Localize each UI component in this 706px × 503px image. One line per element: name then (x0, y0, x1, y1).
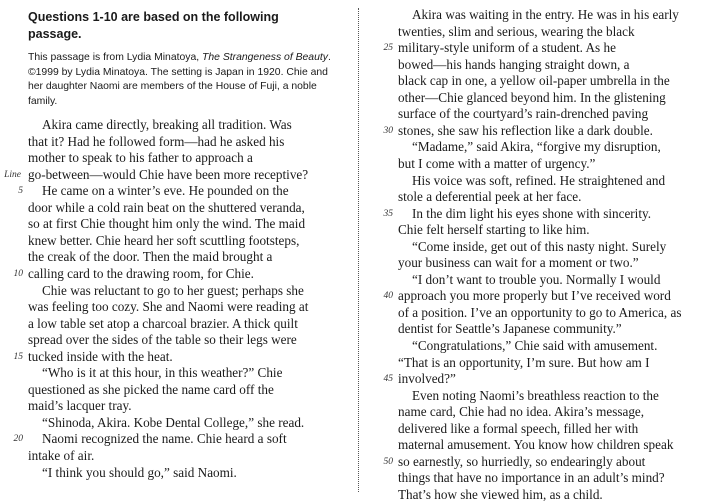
passage-line: “I don’t want to trouble you. Normally I would (412, 271, 661, 287)
passage-line: was feeling too cozy. She and Naomi were reading at (28, 299, 309, 315)
line-number: 40 (383, 291, 393, 302)
passage-line: so earnestly, so hurriedly, so endearingly about (398, 453, 646, 469)
passage-line: twenties, slim and serious, wearing the black (398, 23, 635, 39)
passage-line: but I come with a matter of urgency.” (398, 155, 596, 171)
passage-line: other—Chie glanced beyond him. In the glistening (398, 89, 666, 105)
passage-line: bowed—his hands hanging straight down, a (398, 56, 630, 72)
passage-line: black cap in one, a yellow oil-paper umbrella in the (398, 73, 670, 89)
passage-line: stones, she saw his reflection like a dark double. (398, 122, 653, 138)
passage-line: “Shinoda, Akira. Kobe Dental College,” she read. (42, 414, 305, 430)
passage-line: Akira was waiting in the entry. He was in his early (412, 7, 679, 22)
passage-intro (28, 51, 333, 109)
passage-line: things that have no importance in an adult’s mind? (398, 470, 665, 486)
passage-line: “Congratulations,” Chie said with amusement. (412, 338, 658, 353)
passage-line: your business can wait for a moment or two.” (398, 255, 639, 271)
passage-line: His voice was soft, refined. He straightened and (412, 172, 666, 188)
line-number: 10 (13, 268, 23, 279)
line-number: 25 (383, 43, 393, 54)
passage-line: mother to speak to his father to approach a (28, 150, 253, 166)
passage-line: “Madame,” said Akira, “forgive my disruption, (412, 139, 661, 155)
intro-text-1: This passage is from Lydia Minatoya, (28, 52, 203, 63)
passage-line: In the dim light his eyes shone with sincerity. (412, 205, 652, 221)
passage-line: spread over the sides of the table so their legs were (28, 332, 297, 348)
passage-line: “Come inside, get out of this nasty night. Surely (412, 238, 667, 254)
passage-line: go-between—would Chie have been more receptive? (28, 166, 309, 182)
line-number: 30 (383, 125, 393, 136)
passage-line: questioned as she picked the name card off the (28, 381, 274, 397)
passage-line: dentist for Seattle’s Japanese community.” (398, 321, 622, 337)
passage-line: surface of the courtyard’s rain-drenched paving (398, 106, 649, 122)
passage-line: “I think you should go,” said Naomi. (42, 464, 237, 480)
passage-line: name card, Chie had no idea. Akira’s message, (398, 404, 645, 420)
passage-line: maternal amusement. You know how children speak (398, 437, 674, 453)
passage-line: That’s how she viewed him, as a child. (398, 486, 603, 502)
line-number: 15 (13, 351, 23, 362)
line-number: 50 (383, 456, 393, 467)
line-number: 20 (13, 434, 23, 445)
passage-line: stole a deferential peek at her face. (398, 189, 582, 205)
passage-line: approach you more properly but I’ve received word (398, 288, 671, 304)
passage-line: knew better. Chie heard her soft scuttling footsteps, (28, 232, 300, 248)
passage-line: so at first Chie thought him only the wind. The maid (28, 216, 306, 232)
passage-line: intake of air. (28, 448, 95, 463)
passage-line: the creak of the door. Then the maid brought a (28, 249, 273, 265)
passage-line: delivered like a formal speech, filled her with (398, 420, 639, 436)
passage-line: door while a cold rain beat on the shuttered veranda, (28, 199, 305, 215)
line-label: Line (4, 169, 21, 180)
passage-line: “That is an opportunity, I’m sure. But how am I (398, 354, 650, 370)
intro-book-title: The Strangeness of Beauty (202, 52, 328, 63)
passage-line: Akira came directly, breaking all tradition. Was (42, 117, 292, 132)
passage-line: of a position. I’ve an opportunity to go to America, as (398, 304, 682, 320)
passage-line: “Who is it at this hour, in this weather?” Chie (42, 365, 283, 381)
passage-line: a low table set atop a charcoal brazier. A thick quilt (28, 315, 298, 331)
passage-line: tucked inside with the heat. (28, 348, 173, 364)
line-number: 5 (18, 186, 23, 197)
passage-line: Even noting Naomi’s breathless reaction to the (412, 387, 659, 403)
question-heading: Questions 1-10 are based on the following passage. (28, 10, 279, 41)
column-divider (358, 8, 359, 492)
passage-line: involved?” (398, 371, 456, 387)
passage-line: that it? Had he followed form—had he asked his (28, 133, 285, 149)
passage-line: maid’s lacquer tray. (28, 398, 132, 414)
passage-line: Chie was reluctant to go to her guest; perhaps she (42, 282, 304, 298)
passage-line: calling card to the drawing room, for Chie. (28, 265, 254, 281)
passage-line: military-style uniform of a student. As he (398, 40, 616, 56)
passage-line: Naomi recognized the name. Chie heard a soft (42, 431, 287, 447)
passage-line: Chie felt herself starting to like him. (398, 222, 590, 238)
intro-text-2: . ©1999 by Lydia Minatoya. The setting is Japan in 1920. Chie and her daughter Naomi are members of the House of Fuji, a noble family. (28, 52, 331, 107)
line-number: 45 (383, 374, 393, 385)
passage-line: He came on a winter’s eve. He pounded on the (42, 183, 289, 199)
line-number: 35 (383, 208, 393, 219)
